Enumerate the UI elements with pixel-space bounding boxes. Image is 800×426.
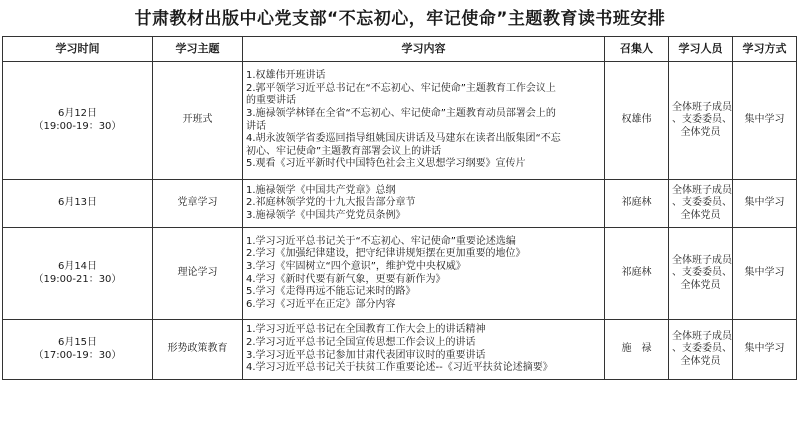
table-row: [3, 320, 797, 380]
row-theme: 理论学习: [153, 228, 243, 320]
row-convener: 施 禄: [605, 320, 669, 380]
content-line: 讲话: [246, 120, 266, 132]
header-convener: 召集人: [605, 37, 669, 62]
header-time: 学习时间: [3, 37, 153, 62]
content-line: 2.学习习近平总书记全国宣传思想工作会议上的讲话: [246, 336, 476, 348]
row-content: [243, 62, 605, 180]
row-date: 6月13日: [57, 197, 98, 209]
table-row: [3, 62, 797, 180]
row-method: 集中学习: [733, 62, 797, 180]
content-line: 1.学习习近平总书记在全国教育工作大会上的讲话精神: [246, 324, 486, 336]
content-line: 5.学习《走得再远不能忘记来时的路》: [246, 286, 416, 298]
header-content: 学习内容: [243, 37, 605, 62]
content-line: 1.权雄伟开班讲话: [246, 70, 326, 82]
row-attendees: 全体班子成员 、支委委员、 全体党员: [669, 320, 733, 380]
content-line: 1.学习习近平总书记关于“不忘初心、牢记使命”重要论述选编: [246, 235, 516, 247]
content-line: 2.学习《加强纪律建设，把守纪律讲规矩摆在更加重要的地位》: [246, 248, 526, 260]
schedule-table: [2, 36, 797, 380]
row-convener: 祁庭林: [605, 228, 669, 320]
content-line: 初心、牢记使命”主题教育部署会议上的讲话: [246, 145, 442, 157]
row-theme: 开班式: [153, 62, 243, 180]
table-row: [3, 228, 797, 320]
content-line: 2.祁庭林领学党的十九大报告部分章节: [246, 197, 416, 209]
row-hours: （17:00-19：30）: [33, 349, 122, 361]
content-line: 3.学习习近平总书记参加甘肃代表团审议时的重要讲话: [246, 349, 486, 361]
content-line: 3.施禄领学《中国共产党党员条例》: [246, 209, 406, 221]
row-time: [3, 180, 153, 228]
row-attendees: 全体班子成员 、支委委员、 全体党员: [669, 228, 733, 320]
row-theme: 形势政策教育: [153, 320, 243, 380]
content-line: 4.胡永波领学省委巡回指导组姚国庆讲话及马建东在读者出版集团“不忘: [246, 133, 561, 145]
header-theme: 学习主题: [153, 37, 243, 62]
content-line: 4.学习习近平总书记关于扶贫工作重要论述--《习近平扶贫论述摘要》: [246, 362, 553, 374]
row-content: [243, 228, 605, 320]
content-line: 6.学习《习近平在正定》部分内容: [246, 298, 396, 310]
row-content: [243, 320, 605, 380]
row-convener: 权雄伟: [605, 62, 669, 180]
content-line: 3.施禄领学林铎在全省“不忘初心、牢记使命”主题教育动员部署会上的: [246, 107, 556, 119]
row-time: [3, 228, 153, 320]
header-attendees: 学习人员: [669, 37, 733, 62]
row-date: 6月12日: [57, 107, 98, 119]
row-hours: （19:00-21：30）: [33, 273, 122, 285]
content-line: 4.学习《新时代要有新气象，更要有新作为》: [246, 273, 446, 285]
content-line: 3.学习《牢固树立“四个意识”，维护党中央权威》: [246, 260, 466, 272]
row-content: [243, 180, 605, 228]
table-header-row: [3, 37, 797, 62]
content-line: 5.观看《习近平新时代中国特色社会主义思想学习纲要》宣传片: [246, 158, 526, 170]
row-theme: 党章学习: [153, 180, 243, 228]
row-method: 集中学习: [733, 228, 797, 320]
row-method: 集中学习: [733, 320, 797, 380]
row-time: [3, 320, 153, 380]
content-line: 2.郭平领学习近平总书记在“不忘初心、牢记使命”主题教育工作会议上: [246, 82, 556, 94]
header-method: 学习方式: [733, 37, 797, 62]
row-date: 6月14日: [57, 260, 98, 272]
row-date: 6月15日: [57, 336, 98, 348]
row-attendees: 全体班子成员 、支委委员、 全体党员: [669, 62, 733, 180]
row-convener: 祁庭林: [605, 180, 669, 228]
row-method: 集中学习: [733, 180, 797, 228]
table-row: [3, 180, 797, 228]
document-title: 甘肃教材出版中心党支部“不忘初心，牢记使命”主题教育读书班安排: [134, 9, 666, 29]
content-line: 的重要讲话: [246, 95, 296, 107]
row-attendees: 全体班子成员 、支委委员、 全体党员: [669, 180, 733, 228]
row-hours: （19:00-19：30）: [33, 120, 122, 132]
content-line: 1.施禄领学《中国共产党章》总纲: [246, 184, 396, 196]
row-time: [3, 62, 153, 180]
